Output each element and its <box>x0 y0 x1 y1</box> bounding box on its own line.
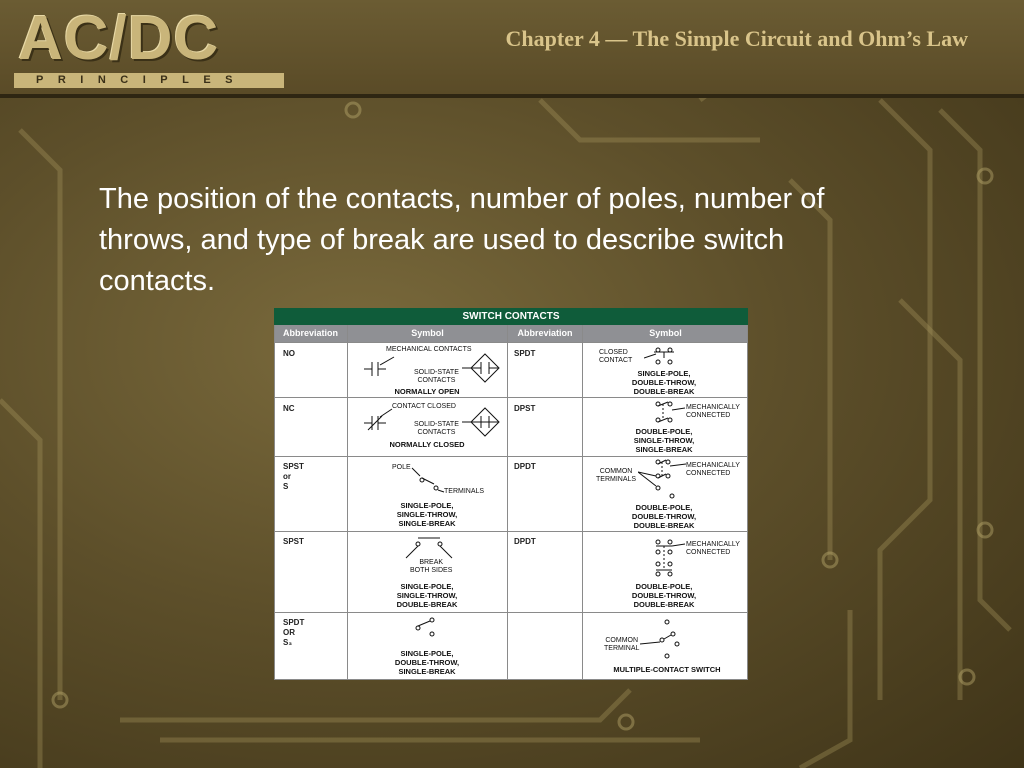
row5-left-caption: SINGLE-POLE, DOUBLE-THROW, SINGLE-BREAK <box>394 649 460 676</box>
row1-label-mechanical: MECHANICAL CONTACTS <box>386 346 472 353</box>
spdt-double-break-symbol <box>644 346 684 368</box>
logo: AC/DC <box>18 4 220 73</box>
row3-right-abbreviation: DPDT <box>514 462 536 471</box>
spst-double-break-symbol <box>404 534 454 560</box>
switch-contacts-table <box>274 308 748 680</box>
row4-right-abbreviation: DPDT <box>514 537 536 546</box>
dpdt-double-break-symbol <box>652 538 686 578</box>
row5-right-caption: MULTIPLE-CONTACT SWITCH <box>613 665 721 674</box>
row4-label-mechanically: MECHANICALLY CONNECTED <box>686 541 740 556</box>
multiple-contact-switch-symbol <box>640 618 686 660</box>
logo-subtitle: PRINCIPLES <box>36 74 248 86</box>
normally-open-symbol <box>358 348 503 388</box>
row1-right-abbreviation: SPDT <box>514 349 536 358</box>
row4-left-caption: SINGLE-POLE, SINGLE-THROW, DOUBLE-BREAK <box>396 582 458 609</box>
row3-right-caption: DOUBLE-POLE, DOUBLE-THROW, DOUBLE-BREAK <box>631 503 697 530</box>
row1-label-solid-state: SOLID-STATE CONTACTS <box>414 369 459 384</box>
row3-label-mechanically: MECHANICALLY CONNECTED <box>686 462 740 477</box>
row2-label-mechanically: MECHANICALLY CONNECTED <box>686 404 740 419</box>
row2-label-solid-state: SOLID-STATE CONTACTS <box>414 421 459 436</box>
row2-left-caption: NORMALLY CLOSED <box>389 440 465 449</box>
row4-right-caption: DOUBLE-POLE, DOUBLE-THROW, DOUBLE-BREAK <box>631 582 697 609</box>
dpdt-symbol <box>638 458 688 502</box>
spdt-single-break-symbol <box>412 616 438 638</box>
row4-label-break-both-sides: BREAK BOTH SIDES <box>410 559 453 574</box>
column-header-symbol-left: Symbol <box>348 325 507 342</box>
dpst-symbol <box>652 400 686 426</box>
row4-left-abbreviation: SPST <box>283 537 304 546</box>
body-paragraph: The position of the contacts, number of poles, number of throws, and type of break are used to describe switch contacts. <box>99 183 825 297</box>
column-header-abbreviation-right: Abbreviation <box>508 325 582 342</box>
column-header-symbol-right: Symbol <box>583 325 748 342</box>
row1-left-caption: NORMALLY OPEN <box>394 387 460 396</box>
row1-left-abbreviation: NO <box>283 349 295 358</box>
row3-label-common-terminals: COMMON TERMINALS <box>596 468 637 483</box>
header-bar <box>0 0 1024 94</box>
row1-label-closed-contact: CLOSED CONTACT <box>599 349 633 364</box>
header-divider <box>0 94 1024 98</box>
row3-label-pole: POLE <box>392 464 411 471</box>
chapter-title: Chapter 4 — The Simple Circuit and Ohm’s Law <box>505 26 968 51</box>
row5-left-abbreviation: SPDT OR S₃ <box>283 618 305 647</box>
row3-left-abbreviation: SPST or S <box>283 462 304 491</box>
row3-left-caption: SINGLE-POLE, SINGLE-THROW, SINGLE-BREAK <box>396 501 458 528</box>
row2-right-abbreviation: DPST <box>514 404 536 413</box>
column-header-abbreviation-left: Abbreviation <box>274 325 347 342</box>
spst-single-break-symbol <box>410 466 450 496</box>
row2-right-caption: DOUBLE-POLE, SINGLE-THROW, SINGLE-BREAK <box>633 427 695 454</box>
row3-label-terminals: TERMINALS <box>444 488 485 495</box>
row2-label-contact-closed: CONTACT CLOSED <box>392 403 456 410</box>
row5-label-common-terminal: COMMON TERMINAL <box>604 637 640 652</box>
row2-left-abbreviation: NC <box>283 404 295 413</box>
row1-right-caption: SINGLE-POLE, DOUBLE-THROW, DOUBLE-BREAK <box>631 369 697 396</box>
table-title: SWITCH CONTACTS <box>274 308 748 325</box>
normally-closed-symbol <box>358 402 503 442</box>
